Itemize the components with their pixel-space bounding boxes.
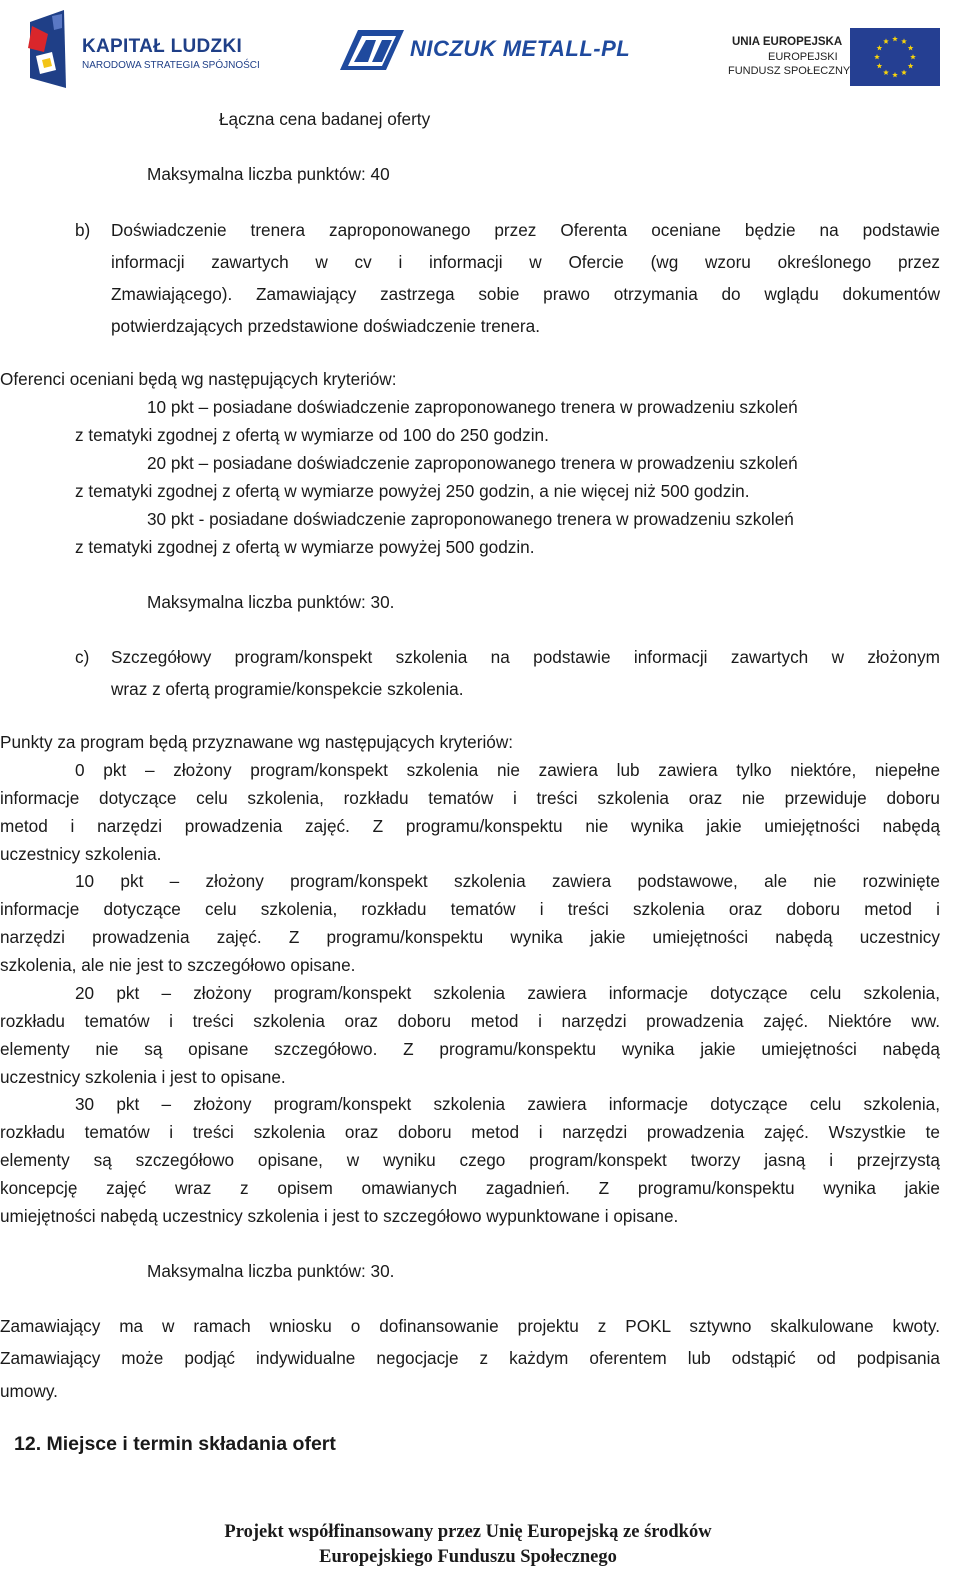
section-b-line: potwierdzających przedstawione doświadczenie trenera. (111, 316, 540, 336)
max-points-program: Maksymalna liczba punktów: 30. (147, 1261, 395, 1281)
ue-line3: FUNDUSZ SPOŁECZNY (728, 65, 851, 77)
ue-line2: EUROPEJSKI (768, 51, 838, 63)
price-criterion-label: Łączna cena badanej oferty (219, 109, 431, 129)
c-criterion-line: uczestnicy szkolenia. (0, 844, 162, 864)
logo-kapital-ludzki (22, 8, 262, 90)
section-b-line: informacji zawartych w cv i informacji w Ofercie (wg wzoru określonego przez (111, 252, 940, 272)
logo-niczuk-metall (330, 26, 660, 72)
ue-line1: UNIA EUROPEJSKA (732, 36, 843, 48)
section-c-line: Szczegółowy program/konspekt szkolenia na podstawie informacji zawartych w złożonym (111, 647, 940, 667)
kapital-ludzki-subtitle: NARODOWA STRATEGIA SPÓJNOŚCI (82, 60, 260, 71)
b-criterion-first-line: 10 pkt – posiadane doświadczenie zaproponowanego trenera w prowadzeniu szkoleń (147, 397, 798, 417)
c-criterion-line: szkolenia, ale nie jest to szczegółowo opisane. (0, 955, 356, 975)
c-criterion-line: informacje dotyczące celu szkolenia, rozkładu tematów i treści szkolenia oraz nie przewiduje doboru (0, 788, 940, 808)
closing-line: umowy. (0, 1381, 58, 1401)
c-criterion-line: 30 pkt – złożony program/konspekt szkolenia zawiera informacje dotyczące celu szkolenia, (75, 1094, 940, 1114)
c-criterion-line: narzędzi prowadzenia zajęć. Z programu/konspektu wynika jakie umiejętności nabędą uczestnicy (0, 927, 940, 947)
c-criterion-line: elementy są szczegółowo opisane, w wyniku czego program/konspekt tworzy jasną i przejrzystą (0, 1150, 940, 1170)
c-criteria-intro: Punkty za program będą przyznawane wg następujących kryteriów: (0, 732, 514, 752)
max-points-price: Maksymalna liczba punktów: 40 (147, 164, 390, 184)
closing-line: Zamawiający może podjąć indywidualne negocjacje z każdym oferentem lub odstąpić od podpisania (0, 1348, 940, 1368)
section-12-heading: 12. Miejsce i termin składania ofert (14, 1433, 336, 1455)
section-c-line: wraz z ofertą programie/konspekcie szkolenia. (111, 679, 464, 699)
c-criterion-line: 20 pkt – złożony program/konspekt szkolenia zawiera informacje dotyczące celu szkolenia, (75, 983, 940, 1003)
eu-flag-icon (850, 28, 940, 86)
b-criterion-second-line: z tematyki zgodnej z ofertą w wymiarze od 100 do 250 godzin. (75, 425, 549, 445)
c-criterion-line: 0 pkt – złożony program/konspekt szkolenia nie zawiera lub zawiera tylko niektóre, niepełne (75, 760, 940, 780)
section-b-marker: b) (75, 220, 91, 240)
niczuk-emblem-icon (330, 26, 408, 72)
c-criterion-line: koncepcję zajęć wraz z opisem omawianych zagadnień. Z programu/konspektu wynika jakie (0, 1178, 940, 1198)
kapital-ludzki-title: KAPITAŁ LUDZKI (82, 36, 243, 57)
b-criterion-second-line: z tematyki zgodnej z ofertą w wymiarze powyżej 500 godzin. (75, 537, 535, 557)
footer-line-1: Projekt współfinansowany przez Unię Europejską ze środków (224, 1522, 712, 1542)
footer-line-2: Europejskiego Funduszu Społecznego (319, 1547, 617, 1567)
c-criterion-line: informacje dotyczące celu szkolenia, rozkładu tematów i treści szkolenia oraz doboru metod i (0, 899, 940, 919)
c-criterion-line: elementy nie są opisane szczegółowo. Z programu/konspektu wynika jakie umiejętności nabędą (0, 1039, 940, 1059)
logo-unia-europejska (726, 28, 942, 88)
c-criterion-line: rozkładu tematów i treści szkolenia oraz doboru metod i narzędzi prowadzenia zajęć. Wszystkie te (0, 1122, 940, 1142)
c-criterion-line: uczestnicy szkolenia i jest to opisane. (0, 1067, 286, 1087)
max-points-experience: Maksymalna liczba punktów: 30. (147, 592, 395, 612)
section-c-marker: c) (75, 647, 90, 667)
closing-line: Zamawiający ma w ramach wniosku o dofinansowanie projektu z POKL sztywno skalkulowane kwoty. (0, 1316, 940, 1336)
section-b-line: Doświadczenie trenera zaproponowanego przez Oferenta oceniane będzie na podstawie (111, 220, 940, 240)
niczuk-name: NICZUK METALL-PL (410, 36, 631, 61)
b-criterion-first-line: 20 pkt – posiadane doświadczenie zaproponowanego trenera w prowadzeniu szkoleń (147, 453, 798, 473)
c-criterion-line: metod i narzędzi prowadzenia zajęć. Z programu/konspektu nie wynika jakie umiejętności nabędą (0, 816, 940, 836)
c-criterion-line: rozkładu tematów i treści szkolenia oraz doboru metod i narzędzi prowadzenia zajęć. Niektóre ww. (0, 1011, 940, 1031)
b-criteria-intro: Oferenci oceniani będą wg następujących kryteriów: (0, 369, 397, 389)
c-criterion-line: umiejętności nabędą uczestnicy szkolenia i jest to szczegółowo wypunktowane i opisane. (0, 1206, 679, 1226)
c-criterion-line: 10 pkt – złożony program/konspekt szkolenia zawiera podstawowe, ale nie rozwinięte (75, 871, 940, 891)
b-criterion-first-line: 30 pkt - posiadane doświadczenie zaproponowanego trenera w prowadzeniu szkoleń (147, 509, 794, 529)
section-b-line: Zmawiającego). Zamawiający zastrzega sobie prawo otrzymania do wglądu dokumentów (111, 284, 940, 304)
b-criterion-second-line: z tematyki zgodnej z ofertą w wymiarze powyżej 250 godzin, a nie więcej niż 500 godzin. (75, 481, 750, 501)
kapital-ludzki-emblem-icon (22, 8, 72, 90)
